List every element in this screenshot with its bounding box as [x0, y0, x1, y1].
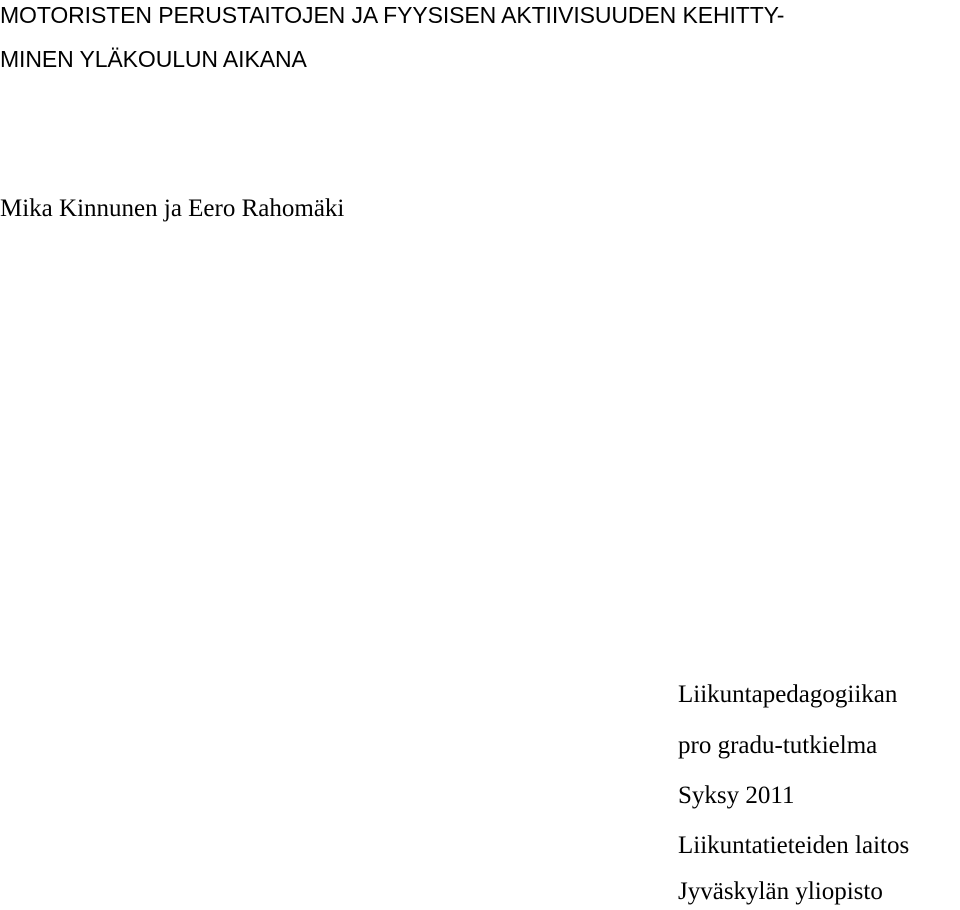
- thesis-department: Liikuntatieteiden laitos: [678, 832, 910, 859]
- thesis-type: pro gradu-tutkielma: [678, 732, 878, 759]
- document-title-line-2: MINEN YLÄKOULUN AIKANA: [0, 46, 307, 72]
- document-title-line-1: MOTORISTEN PERUSTAITOJEN JA FYYSISEN AKTIIVISUUDEN KEHITTY-: [0, 2, 785, 28]
- authors: Mika Kinnunen ja Eero Rahomäki: [0, 195, 345, 222]
- thesis-field: Liikuntapedagogiikan: [678, 681, 898, 708]
- thesis-term: Syksy 2011: [678, 782, 795, 809]
- thesis-university: Jyväskylän yliopisto: [678, 878, 883, 905]
